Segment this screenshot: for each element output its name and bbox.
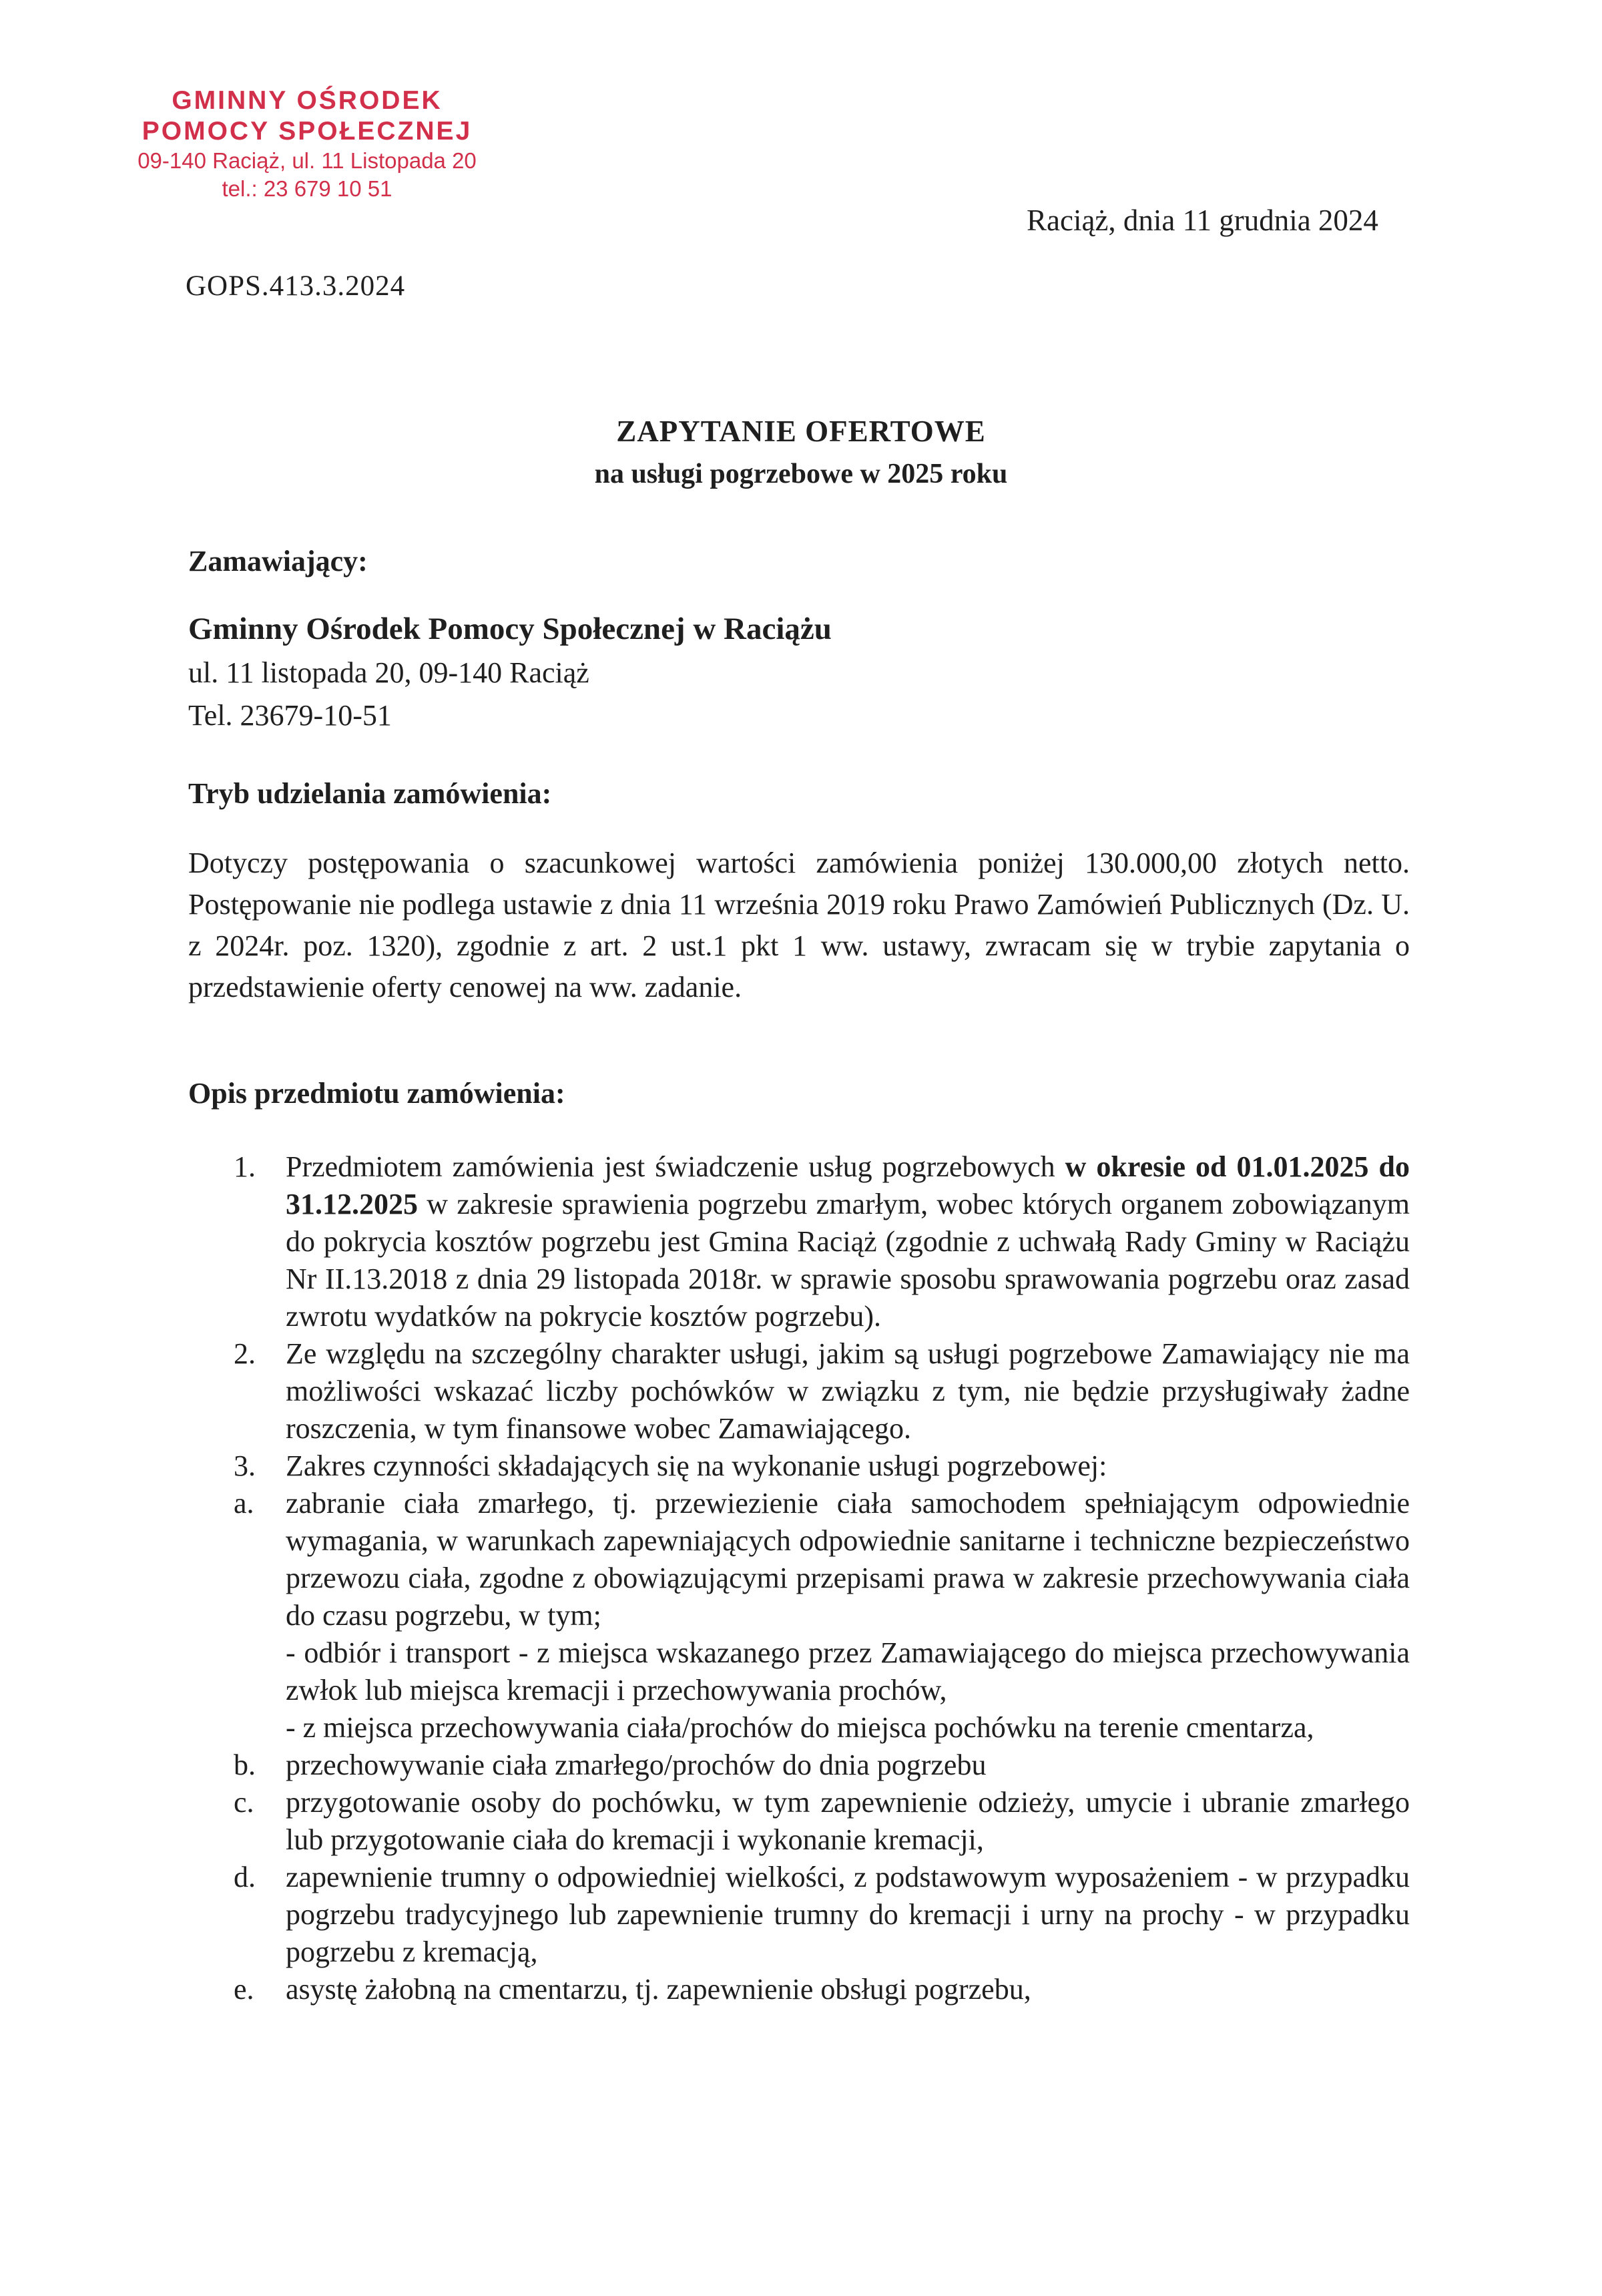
buyer-heading: Zamawiający: [188,545,368,578]
list-item [234,1747,1410,1784]
stamp-line-1: GMINNY OŚRODEK [172,86,443,115]
list-marker: a. [234,1487,254,1520]
scope-heading: Opis przedmiotu zamówienia: [188,1077,565,1110]
document-title: ZAPYTANIE OFERTOWE [616,415,986,448]
list-item [234,1859,1410,1971]
item-period: w okresie od 01.01.2025 do 31.12.2025 [286,1150,1410,1220]
document-subtitle: na usługi pogrzebowe w 2025 roku [594,459,1008,489]
item-text: przechowywanie ciała zmarłego/prochów do dnia pogrzebu [286,1749,987,1781]
list-marker: e. [234,1973,254,2006]
buyer-phone: Tel. 23679-10-51 [188,699,392,732]
list-item [234,1148,1410,1335]
list-item [234,1447,1410,1485]
list-item [234,1784,1410,1859]
list-marker: 2. [234,1337,256,1370]
list-marker: c. [234,1786,254,1819]
document-date: Raciąż, dnia 11 grudnia 2024 [1027,204,1378,237]
item-text: asystę żałobną na cmentarzu, tj. zapewnienie obsługi pogrzebu, [286,1973,1031,2006]
item-text: Zakres czynności składających się na wykonanie usługi pogrzebowej: [286,1449,1107,1482]
stamp-phone: tel.: 23 679 10 51 [222,176,392,201]
institution-stamp [120,85,494,203]
item-text-cont: w zakresie sprawienia pogrzebu zmarłym, wobec których organem zobowiązanym do pokrycia kosztów pogrzebu jest Gmina Raciąż (zgodnie z uchwałą Rady Gminy w Raciążu Nr II.13.2018 z dnia 29 listopada 2018r. w sprawie sposobu sprawowania pogrzebu oraz zasad zwrotu wydatków na pokrycie kosztów pogrzebu). [286,1188,1410,1333]
list-item [234,1335,1410,1447]
mode-heading: Tryb udzielania zamówienia: [188,777,552,810]
item-text: zabranie ciała zmarłego, tj. przewiezienie ciała samochodem spełniającym odpowiednie wymagania, w warunkach zapewniających odpowiednie sanitarne i techniczne bezpieczeństwo przewozu ciała, zgodne z obowiązującymi przepisami prawa w zakresie przechowywania ciała do czasu pogrzebu, w tym; [286,1487,1410,1632]
item-subpoint: - odbiór i transport - z miejsca wskazanego przez Zamawiającego do miejsca przechowywania zwłok lub miejsca kremacji i przechowywania prochów, [286,1636,1410,1706]
reference-number: GOPS.413.3.2024 [186,270,406,302]
item-subpoint: - z miejsca przechowywania ciała/prochów do miejsca pochówku na terenie cmentarza, [286,1711,1314,1744]
stamp-address: 09-140 Raciąż, ul. 11 Listopada 20 [138,148,477,173]
item-text: Przedmiotem zamówienia jest świadczenie usług pogrzebowych [286,1150,1065,1183]
list-marker: b. [234,1749,256,1781]
buyer-name: Gminny Ośrodek Pomocy Społecznej w Raciążu [188,612,832,646]
scope-list [234,1148,1410,2008]
mode-paragraph: Dotyczy postępowania o szacunkowej wartości zamówienia poniżej 130.000,00 złotych netto. Postępowanie nie podlega ustawie z dnia 11 września 2019 roku Prawo Zamówień Publicznych (Dz. U. z 2024r. poz. 1320), zgodnie z art. 2 ust.1 pkt 1 ww. ustawy, zwracam się w trybie zapytania o przedstawienie oferty cenowej na ww. zadanie. [188,847,1410,1003]
item-text: Ze względu na szczególny charakter usługi, jakim są usługi pogrzebowe Zamawiający nie ma możliwości wskazać liczby pochówków w związku z tym, nie będzie przysługiwały żadne roszczenia, w tym finansowe wobec Zamawiającego. [286,1337,1410,1445]
stamp-line-2: POMOCY SPOŁECZNEJ [142,117,473,146]
buyer-address: ul. 11 listopada 20, 09-140 Raciąż [188,656,589,689]
list-item [234,1485,1410,1747]
item-text: przygotowanie osoby do pochówku, w tym zapewnienie odzieży, umycie i ubranie zmarłego lub przygotowanie ciała do kremacji i wykonanie kremacji, [286,1786,1410,1856]
item-text: zapewnienie trumny o odpowiedniej wielkości, z podstawowym wyposażeniem - w przypadku pogrzebu tradycyjnego lub zapewnienie trumny do kremacji i urny na prochy - w przypadku pogrzebu z kremacją, [286,1861,1410,1968]
list-marker: d. [234,1861,256,1893]
list-marker: 1. [234,1150,256,1183]
list-item [234,1971,1410,2008]
list-marker: 3. [234,1449,256,1482]
